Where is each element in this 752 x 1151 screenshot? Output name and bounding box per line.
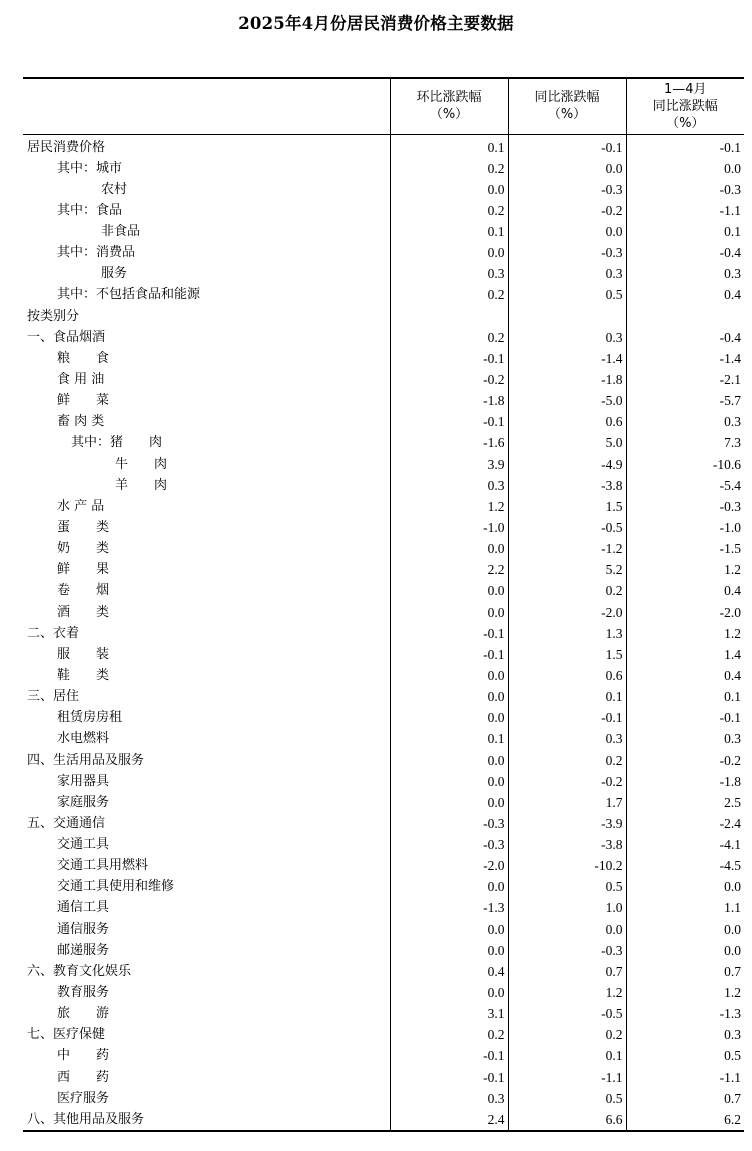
row-label: 蛋 类 [57,519,110,535]
yoy-value: 6.6 [508,1109,626,1131]
ytd-value: -0.1 [626,134,744,158]
ytd-value: -0.3 [626,179,744,200]
yoy-value: -3.9 [508,813,626,834]
ytd-value: -2.4 [626,813,744,834]
ytd-value: -1.1 [626,200,744,221]
ytd-value: -0.2 [626,749,744,770]
ytd-value: 0.5 [626,1045,744,1066]
header-item-column [23,78,390,134]
table-row [23,1024,744,1045]
mom-value: -0.3 [390,813,508,834]
row-label: 八、其他用品及服务 [23,1109,390,1131]
mom-value: 0.0 [390,940,508,961]
mom-value: -1.8 [390,390,508,411]
ytd-value: 0.0 [626,158,744,179]
ytd-value: 0.1 [626,686,744,707]
mom-value: 3.9 [390,453,508,474]
mom-value: 0.1 [390,134,508,158]
mom-value: 0.2 [390,284,508,305]
row-label: 一、食品烟酒 [27,329,106,345]
row-label: 鲜 果 [57,562,110,578]
yoy-value: -3.8 [508,475,626,496]
header-period: 1—4月 [663,81,707,97]
ytd-value: -5.7 [626,390,744,411]
ytd-value: 0.3 [626,1024,744,1045]
table-row [23,158,744,179]
table-row [23,728,744,749]
ytd-value: 0.4 [626,580,744,601]
table-row [23,432,744,453]
yoy-value: 0.2 [508,1024,626,1045]
yoy-value: 0.3 [508,263,626,284]
yoy-value: -1.8 [508,369,626,390]
mom-value: 0.0 [390,686,508,707]
mom-value: 0.3 [390,1088,508,1109]
mom-value: 0.0 [390,749,508,770]
ytd-value: 0.3 [626,411,744,432]
row-label: 通信服务 [57,921,110,937]
table-row [23,263,744,284]
mom-value: -1.6 [390,432,508,453]
mom-value: 0.0 [390,707,508,728]
table-row [23,961,744,982]
table-row [23,134,744,158]
ytd-value: -5.4 [626,475,744,496]
mom-value: 2.2 [390,559,508,580]
cpi-data-table [23,77,744,1132]
mom-value: -0.1 [390,644,508,665]
yoy-value: 1.0 [508,897,626,918]
ytd-value: 0.0 [626,940,744,961]
mom-value: -1.0 [390,517,508,538]
table-row [23,538,744,559]
row-label: 邮递服务 [57,942,110,958]
ytd-value: -0.4 [626,327,744,348]
row-label: 粮 食 [57,350,110,366]
yoy-value: -0.3 [508,940,626,961]
row-label: 教育服务 [57,985,110,1001]
ytd-value: 0.3 [626,263,744,284]
mom-value: -0.1 [390,1067,508,1088]
mom-value: 0.0 [390,771,508,792]
table-body [23,134,744,1131]
ytd-value: 1.2 [626,982,744,1003]
ytd-value: -2.0 [626,601,744,622]
row-label: 居民消费价格 [27,139,106,155]
table-row [23,665,744,686]
row-label: 其中：猪 肉 [71,435,163,451]
row-label: 交通工具使用和维修 [57,879,175,895]
ytd-value: 1.1 [626,897,744,918]
row-label: 水 产 品 [57,498,105,514]
mom-value: 0.2 [390,200,508,221]
ytd-value: 6.2 [626,1109,744,1131]
table-row [23,475,744,496]
row-label: 其中：消费品 [57,245,136,261]
table-row [23,580,744,601]
yoy-value: 0.5 [508,284,626,305]
table-row [23,1003,744,1024]
table-row [23,623,744,644]
row-label: 三、居住 [27,689,80,705]
row-label: 其中：食品 [57,202,123,218]
yoy-value: 0.5 [508,876,626,897]
mom-value: 1.2 [390,496,508,517]
yoy-value: -1.1 [508,1067,626,1088]
yoy-value: -5.0 [508,390,626,411]
mom-value: 0.3 [390,475,508,496]
row-label: 其中：不包括食品和能源 [57,287,201,303]
mom-value [390,305,508,326]
page-title: 2025年4月份居民消费价格主要数据 [238,14,514,33]
mom-value: 0.1 [390,221,508,242]
row-label: 羊 肉 [115,477,168,493]
mom-value: 0.0 [390,580,508,601]
mom-value: -0.2 [390,369,508,390]
yoy-value: 0.0 [508,158,626,179]
table-row [23,496,744,517]
row-label: 家用器具 [57,773,110,789]
yoy-value: 1.3 [508,623,626,644]
yoy-value: 0.6 [508,665,626,686]
row-label: 服 装 [57,646,110,662]
row-label: 畜 肉 类 [57,414,105,430]
yoy-value: 0.0 [508,919,626,940]
table-row [23,348,744,369]
ytd-value: 1.2 [626,623,744,644]
yoy-value: -0.5 [508,1003,626,1024]
row-label: 四、生活用品及服务 [27,752,145,768]
row-label: 五、交通通信 [27,815,106,831]
row-label: 其中：城市 [57,160,123,176]
ytd-value: 1.2 [626,559,744,580]
yoy-value: 1.7 [508,792,626,813]
yoy-value: 0.2 [508,749,626,770]
table-row [23,327,744,348]
yoy-value: -0.3 [508,242,626,263]
mom-value: -2.0 [390,855,508,876]
table-row [23,305,744,326]
row-label: 通信工具 [57,900,110,916]
table-row [23,242,744,263]
header-unit: （%） [666,115,705,131]
mom-value: 0.2 [390,1024,508,1045]
yoy-value: -0.2 [508,771,626,792]
table-row [23,559,744,580]
row-label: 鞋 类 [57,667,110,683]
yoy-value: 0.1 [508,1045,626,1066]
yoy-value: -0.2 [508,200,626,221]
row-label: 家庭服务 [57,794,110,810]
yoy-value: -0.1 [508,707,626,728]
mom-value: 3.1 [390,1003,508,1024]
table-row [23,940,744,961]
ytd-value: 0.0 [626,876,744,897]
table-row [23,369,744,390]
row-label: 六、教育文化娱乐 [27,963,132,979]
row-label: 卷 烟 [57,583,110,599]
table-row [23,749,744,770]
table-row [23,517,744,538]
mom-value: 0.1 [390,728,508,749]
row-label: 农村 [101,181,128,197]
mom-value: -0.3 [390,834,508,855]
ytd-value: 0.7 [626,961,744,982]
yoy-value: 0.1 [508,686,626,707]
yoy-value: 1.5 [508,496,626,517]
table-row [23,792,744,813]
mom-value: 0.4 [390,961,508,982]
ytd-value: -2.1 [626,369,744,390]
yoy-value: 5.2 [508,559,626,580]
mom-value: 0.0 [390,876,508,897]
table-row [23,221,744,242]
row-label: 服务 [101,266,128,282]
yoy-value: 1.5 [508,644,626,665]
yoy-value: 0.7 [508,961,626,982]
row-label: 酒 类 [57,604,110,620]
row-label: 中 药 [57,1048,110,1064]
ytd-value: -4.5 [626,855,744,876]
ytd-value: -4.1 [626,834,744,855]
row-label: 旅 游 [57,1006,110,1022]
table-row [23,453,744,474]
mom-value: 0.0 [390,179,508,200]
ytd-value: -1.0 [626,517,744,538]
ytd-value: 7.3 [626,432,744,453]
ytd-value: 0.4 [626,665,744,686]
ytd-value: -0.1 [626,707,744,728]
header-ytd-yoy-change [626,78,744,134]
yoy-value: 0.3 [508,327,626,348]
row-label: 交通工具 [57,837,110,853]
yoy-value: 0.5 [508,1088,626,1109]
header-yoy-change [508,78,626,134]
yoy-value: 5.0 [508,432,626,453]
ytd-value: 0.7 [626,1088,744,1109]
table-row [23,411,744,432]
yoy-value [508,305,626,326]
yoy-value: 0.3 [508,728,626,749]
yoy-value: -1.4 [508,348,626,369]
header-unit: （%） [429,107,469,123]
table-row [23,707,744,728]
row-label: 食 用 油 [57,371,105,387]
ytd-value: -1.3 [626,1003,744,1024]
table-row [23,200,744,221]
table-row [23,919,744,940]
yoy-value: 0.0 [508,221,626,242]
table-header [23,78,744,134]
mom-value: 0.3 [390,263,508,284]
row-label: 鲜 菜 [57,393,110,409]
ytd-value: -1.5 [626,538,744,559]
row-label: 水电燃料 [57,731,110,747]
ytd-value: -0.3 [626,496,744,517]
header-line: 同比涨跌幅 [534,90,600,106]
row-label: 奶 类 [57,541,110,557]
table-row [23,1109,744,1131]
row-label: 交通工具用燃料 [57,858,149,874]
table-row [23,686,744,707]
mom-value: -0.1 [390,623,508,644]
yoy-value: -2.0 [508,601,626,622]
mom-value: -0.1 [390,1045,508,1066]
table-row [23,601,744,622]
ytd-value: 1.4 [626,644,744,665]
ytd-value: -10.6 [626,453,744,474]
table-row [23,771,744,792]
yoy-value: -0.3 [508,179,626,200]
ytd-value [626,305,744,326]
header-line: 环比涨跌幅 [416,90,482,106]
mom-value: 0.0 [390,919,508,940]
ytd-value: 2.5 [626,792,744,813]
ytd-value: -0.4 [626,242,744,263]
table-row [23,897,744,918]
table-row [23,855,744,876]
yoy-value: -1.2 [508,538,626,559]
ytd-value: 0.1 [626,221,744,242]
ytd-value: 0.0 [626,919,744,940]
mom-value: 0.2 [390,327,508,348]
yoy-value: 0.2 [508,580,626,601]
mom-value: 0.0 [390,982,508,1003]
ytd-value: -1.4 [626,348,744,369]
mom-value: 0.0 [390,665,508,686]
mom-value: -0.1 [390,348,508,369]
row-label: 二、衣着 [27,625,80,641]
mom-value: -0.1 [390,411,508,432]
yoy-value: 0.6 [508,411,626,432]
table-row [23,284,744,305]
row-label: 牛 肉 [115,456,168,472]
table-row [23,644,744,665]
ytd-value: -1.8 [626,771,744,792]
ytd-value: -1.1 [626,1067,744,1088]
row-label: 非食品 [101,223,141,239]
table-row [23,982,744,1003]
yoy-value: -3.8 [508,834,626,855]
yoy-value: -10.2 [508,855,626,876]
yoy-value: -4.9 [508,453,626,474]
header-mom-change [390,78,508,134]
table-row [23,1088,744,1109]
table-row [23,179,744,200]
yoy-value: 1.2 [508,982,626,1003]
row-label: 按类别分 [27,308,80,324]
ytd-value: 0.3 [626,728,744,749]
header-line: 同比涨跌幅 [652,98,718,114]
mom-value: 0.0 [390,538,508,559]
mom-value: 0.2 [390,158,508,179]
mom-value: 2.4 [390,1109,508,1131]
mom-value: -1.3 [390,897,508,918]
ytd-value: 0.4 [626,284,744,305]
row-label: 西 药 [57,1069,110,1085]
table-row [23,1067,744,1088]
table-row [23,390,744,411]
mom-value: 0.0 [390,601,508,622]
table-row [23,813,744,834]
mom-value: 0.0 [390,792,508,813]
table-row [23,1045,744,1066]
table-row [23,834,744,855]
row-label: 七、医疗保健 [27,1027,106,1043]
row-label: 租赁房房租 [57,710,123,726]
table-row [23,876,744,897]
yoy-value: -0.1 [508,134,626,158]
header-unit: （%） [547,107,587,123]
mom-value: 0.0 [390,242,508,263]
yoy-value: -0.5 [508,517,626,538]
row-label: 医疗服务 [57,1090,110,1106]
